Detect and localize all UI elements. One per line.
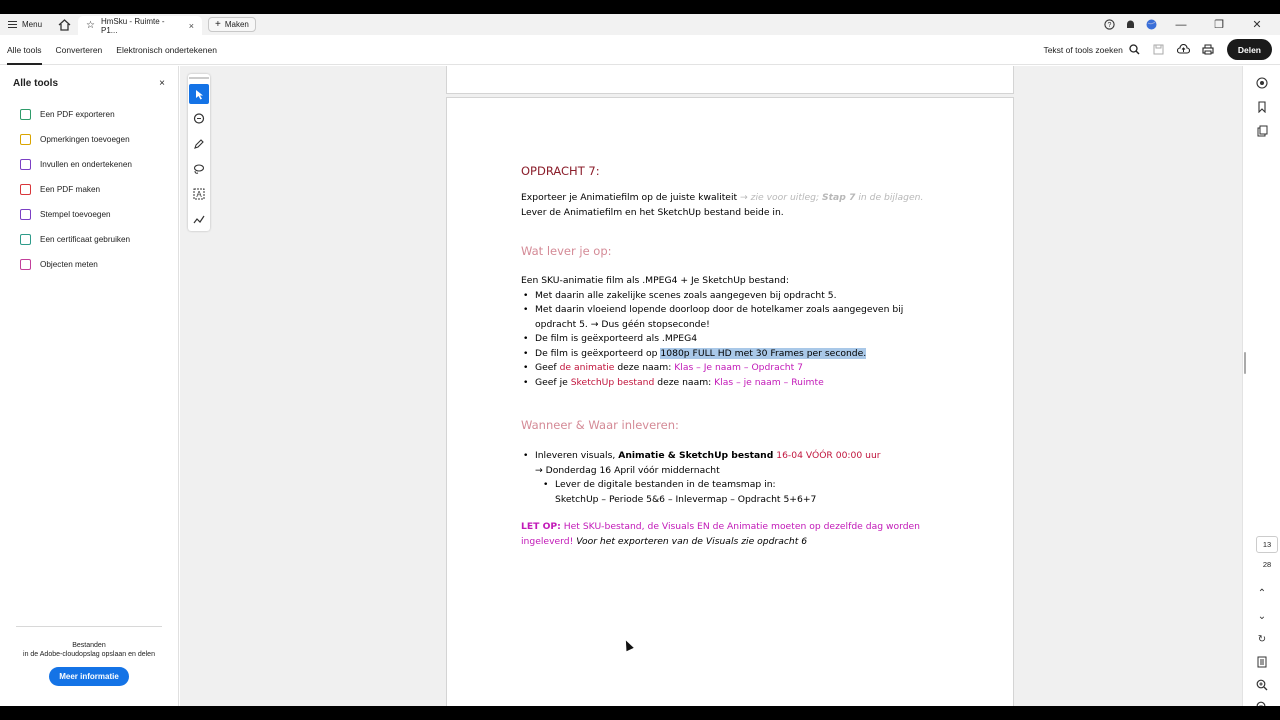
menu-label: Menu [22,20,43,29]
sidebar-item-fill-sign[interactable] [0,152,178,177]
main-toolbar [0,35,1280,65]
search-tools-label: Tekst of tools zoeken [1043,44,1123,55]
new-button[interactable] [208,17,256,32]
list-item: • Met daarin alle zakelijke scenes zoals aangegeven bij opdracht 5. [521,289,941,304]
sidebar-item-create-pdf[interactable] [0,177,178,202]
measure-icon [20,259,31,270]
chevron-down-icon[interactable]: ⌄ [1257,610,1267,622]
stamp-icon [20,209,31,220]
list-item: • Met daarin vloeiend lopende doorloop door de hotelkamer zoals aangegeven bij opdracht 5. → Dus géén stopseconde! [521,303,941,332]
all-tools-panel [0,66,179,706]
document-viewer[interactable] [180,66,1242,706]
note-paragraph: LET OP: Het SKU-bestand, de Visuals EN de Animatie moeten op dezelfde dag worden ingeleverd! Voor het exporteren van de Visuals zie opdracht 6 [521,521,921,547]
text-box-icon[interactable] [189,184,209,204]
share-button[interactable]: Delen [1227,39,1272,60]
sidebar-item-comment[interactable] [0,127,178,152]
highlight-pen-icon[interactable] [189,134,209,154]
comment-icon [20,134,31,145]
fill-sign-icon [20,159,31,170]
quick-tools-bar [188,74,210,231]
sidebar-item-label: Invullen en ondertekenen [40,160,132,169]
draw-freeform-icon[interactable] [189,159,209,179]
list-item: • Inleveren visuals, Animatie & SketchUp bestand 16-04 VÓÓR 00:00 uur → Donderdag 16 April vóór middernacht • Lever de digitale bestanden in de teamsmap in: SketchUp – Periode 5&6 – Inlevermap – Opdracht 5+6+7 [521,449,941,507]
star-icon[interactable]: ☆ [86,20,95,31]
search-icon [1129,44,1140,55]
print-icon[interactable] [1202,43,1215,56]
minimize-icon[interactable]: — [1175,18,1187,31]
rotate-icon[interactable]: ↻ [1257,633,1267,645]
close-panel-icon[interactable]: × [159,77,165,89]
profile-globe-icon[interactable] [1145,18,1158,31]
tab-title: HmSku - Ruimte - P1... [100,16,165,35]
hamburger-icon [8,21,17,28]
sidebar-item-label: Een PDF exporteren [40,110,115,119]
more-info-button[interactable]: Meer informatie [49,667,129,686]
sidebar-item-label: Stempel toevoegen [40,210,111,219]
panel-title: Alle tools [13,77,59,89]
export-pdf-icon [20,109,31,120]
chevron-up-icon[interactable]: ⌃ [1257,587,1267,599]
list-item: • De film is geëxporteerd op 1080p FULL HD met 30 Frames per seconde. [521,347,941,362]
cloud-upload-icon[interactable] [1177,43,1190,56]
right-rail [1242,66,1280,706]
home-icon [58,19,71,31]
bell-icon[interactable] [1124,18,1137,31]
deliverables-intro: Een SKU-animatie film als .MPEG4 + Je SketchUp bestand: [521,275,789,286]
total-pages: 28 [1262,560,1272,569]
restore-icon[interactable]: ❐ [1214,19,1224,31]
drag-handle[interactable] [189,77,209,79]
page-content [521,164,941,549]
new-label: Maken [224,20,249,29]
help-icon[interactable] [1103,18,1116,31]
delivery-list [521,449,941,507]
tab-close-icon[interactable]: × [188,20,195,31]
home-button[interactable] [50,14,78,35]
sidebar-item-label: Opmerkingen toevoegen [40,135,130,144]
ai-assistant-icon[interactable] [1255,76,1269,90]
tab-convert[interactable]: Converteren [55,44,103,55]
deliver-both-line: Lever de Animatiefilm en het SketchUp bestand beide in. [521,206,784,218]
cloud-promo [16,626,162,686]
menu-button[interactable] [0,14,50,35]
sidebar-item-label: Objecten meten [40,260,98,269]
page-fit-icon[interactable] [1255,655,1269,669]
zoom-in-icon[interactable] [1255,678,1269,692]
promo-text: in de Adobe-cloudopslag opslaan en delen [23,651,155,658]
list-item: • Geef je SketchUp bestand deze naam: Klas – je naam – Ruimte [521,376,941,391]
bookmark-icon[interactable] [1255,100,1269,114]
plus-icon: + [215,19,221,30]
heading-when-where: Wanneer & Waar inleveren: [521,418,679,432]
select-cursor-icon[interactable] [189,84,209,104]
sign-icon[interactable] [189,209,209,229]
pages-icon[interactable] [1255,124,1269,138]
list-item: • Geef de animatie deze naam: Klas – Je naam – Opdracht 7 [521,361,941,376]
certificate-icon [20,234,31,245]
search-tools-button[interactable] [1043,44,1139,55]
current-page-input[interactable]: 13 [1256,536,1278,553]
save-icon[interactable] [1152,43,1165,56]
selected-text: 1080p FULL HD met 30 Frames per seconde. [660,347,867,359]
sidebar-item-label: Een PDF maken [40,185,101,194]
list-item: • De film is geëxporteerd als .MPEG4 [521,332,941,347]
vertical-scrollbar[interactable] [1244,352,1246,374]
promo-title: Bestanden [72,642,106,649]
tab-e-sign[interactable]: Elektronisch ondertekenen [116,44,217,55]
previous-page [446,66,1014,94]
sidebar-item-measure[interactable] [0,252,178,277]
export-instruction: Exporteer je Animatiefilm op de juiste kwaliteit → zie voor uitleg; Stap 7 in de bijlagen. [521,192,924,203]
tab-all-tools[interactable]: Alle tools [0,35,49,65]
pdf-page [446,97,1014,706]
create-pdf-icon [20,184,31,195]
svg-text:A: A [196,190,202,199]
document-tab[interactable] [78,16,202,35]
title-bar [0,14,1280,35]
add-comment-icon[interactable] [189,109,209,129]
heading-assignment: OPDRACHT 7: [521,164,600,178]
close-window-icon[interactable]: ✕ [1252,19,1262,31]
svg-text:?: ? [1107,22,1112,29]
list-item: • Lever de digitale bestanden in de teamsmap in: SketchUp – Periode 5&6 – Inlevermap – Opdracht 5+6+7 [535,478,941,507]
zoom-out-icon[interactable] [1255,700,1269,706]
sidebar-item-stamp[interactable] [0,202,178,227]
acrobat-window [0,14,1280,706]
heading-deliverables: Wat lever je op: [521,244,612,258]
deliverables-list [521,289,941,391]
sidebar-item-export-pdf[interactable] [0,102,178,127]
tools-list [0,102,178,277]
sidebar-item-label: Een certificaat gebruiken [40,235,131,244]
sidebar-item-certificate[interactable] [0,227,178,252]
